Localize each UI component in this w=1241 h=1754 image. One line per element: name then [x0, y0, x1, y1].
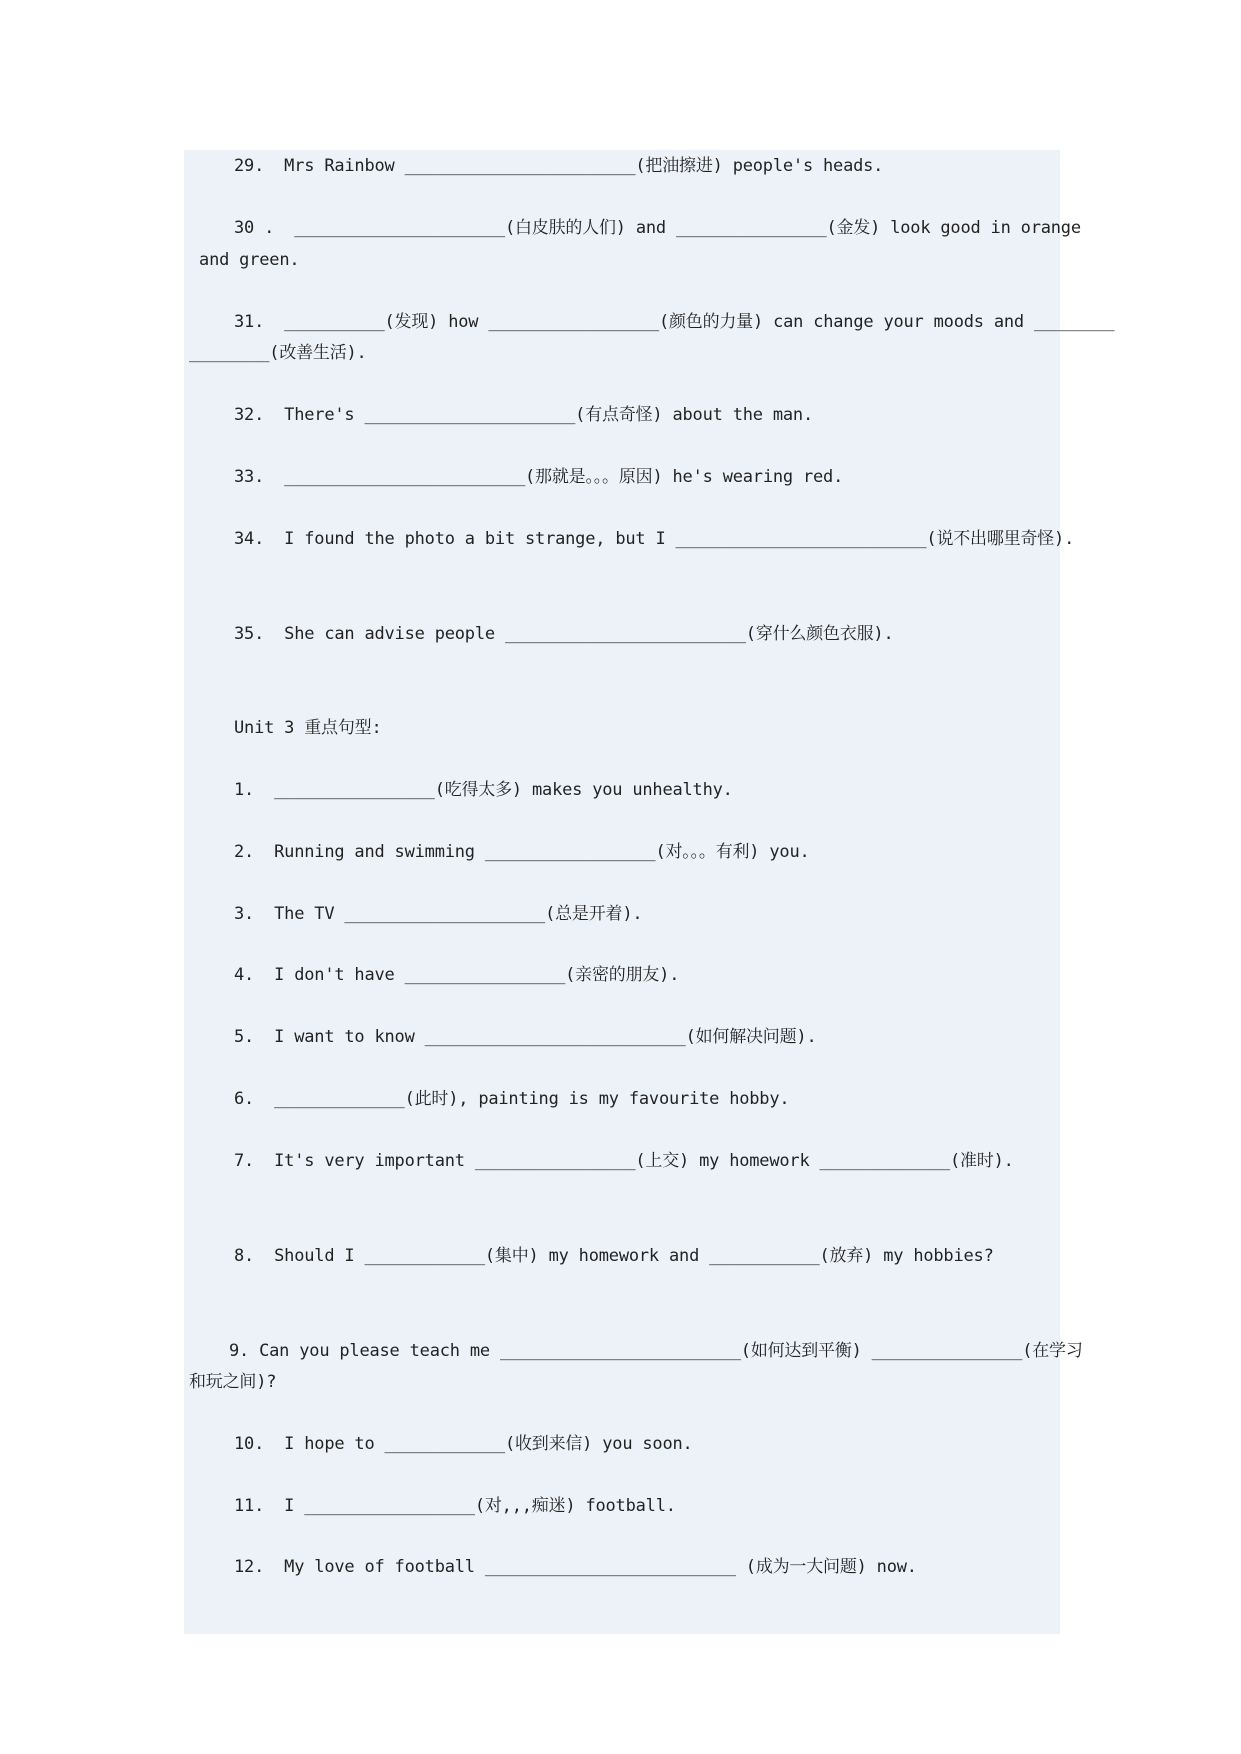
sentence-31: 31. __________(发现) how _________________(颜色的力量) can change your moods and ________ — [234, 312, 1115, 332]
unit3-sentence-2: 2. Running and swimming _________________(对。。。有利) you. — [234, 842, 810, 862]
sentence-35: 35. She can advise people ________________________(穿什么颜色衣服). — [234, 624, 894, 644]
unit3-sentence-10: 10. I hope to ____________(收到来信) you soon. — [234, 1434, 693, 1454]
worksheet-page — [184, 150, 1060, 1634]
sentence-29: 29. Mrs Rainbow _______________________(把油擦进) people's heads. — [234, 156, 884, 176]
section-heading-unit-3: Unit 3 重点句型: — [234, 718, 382, 738]
unit3-sentence-4: 4. I don't have ________________(亲密的朋友). — [234, 965, 680, 985]
sentence-31-cont: ________(改善生活). — [189, 343, 367, 363]
unit3-sentence-6: 6. _____________(此时), painting is my favourite hobby. — [234, 1089, 790, 1109]
sentence-32: 32. There's _____________________(有点奇怪) about the man. — [234, 405, 813, 425]
unit3-sentence-9-cont: 和玩之间)? — [189, 1372, 277, 1392]
sentence-33: 33. ________________________(那就是。。。原因) he's wearing red. — [234, 467, 844, 487]
sentence-34: 34. I found the photo a bit strange, but I _________________________(说不出哪里奇怪). — [234, 529, 1075, 549]
unit3-sentence-9: 9. Can you please teach me ________________________(如何达到平衡) _______________(在学习 — [229, 1341, 1083, 1361]
unit3-sentence-5: 5. I want to know __________________________(如何解决问题). — [234, 1027, 817, 1047]
sentence-30-cont: and green. — [189, 250, 300, 270]
unit3-sentence-11: 11. I _________________(对,,,痴迷) football. — [234, 1496, 676, 1516]
unit3-sentence-12: 12. My love of football _________________________ (成为一大问题) now. — [234, 1557, 917, 1577]
unit3-sentence-1: 1. ________________(吃得太多) makes you unhealthy. — [234, 780, 733, 800]
sentence-30: 30 . _____________________(白皮肤的人们) and _______________(金发) look good in orange — [234, 218, 1081, 238]
unit3-sentence-7: 7. It's very important ________________(上交) my homework _____________(准时). — [234, 1151, 1014, 1171]
unit3-sentence-3: 3. The TV ____________________(总是开着). — [234, 904, 643, 924]
unit3-sentence-8: 8. Should I ____________(集中) my homework and ___________(放弃) my hobbies? — [234, 1246, 994, 1266]
